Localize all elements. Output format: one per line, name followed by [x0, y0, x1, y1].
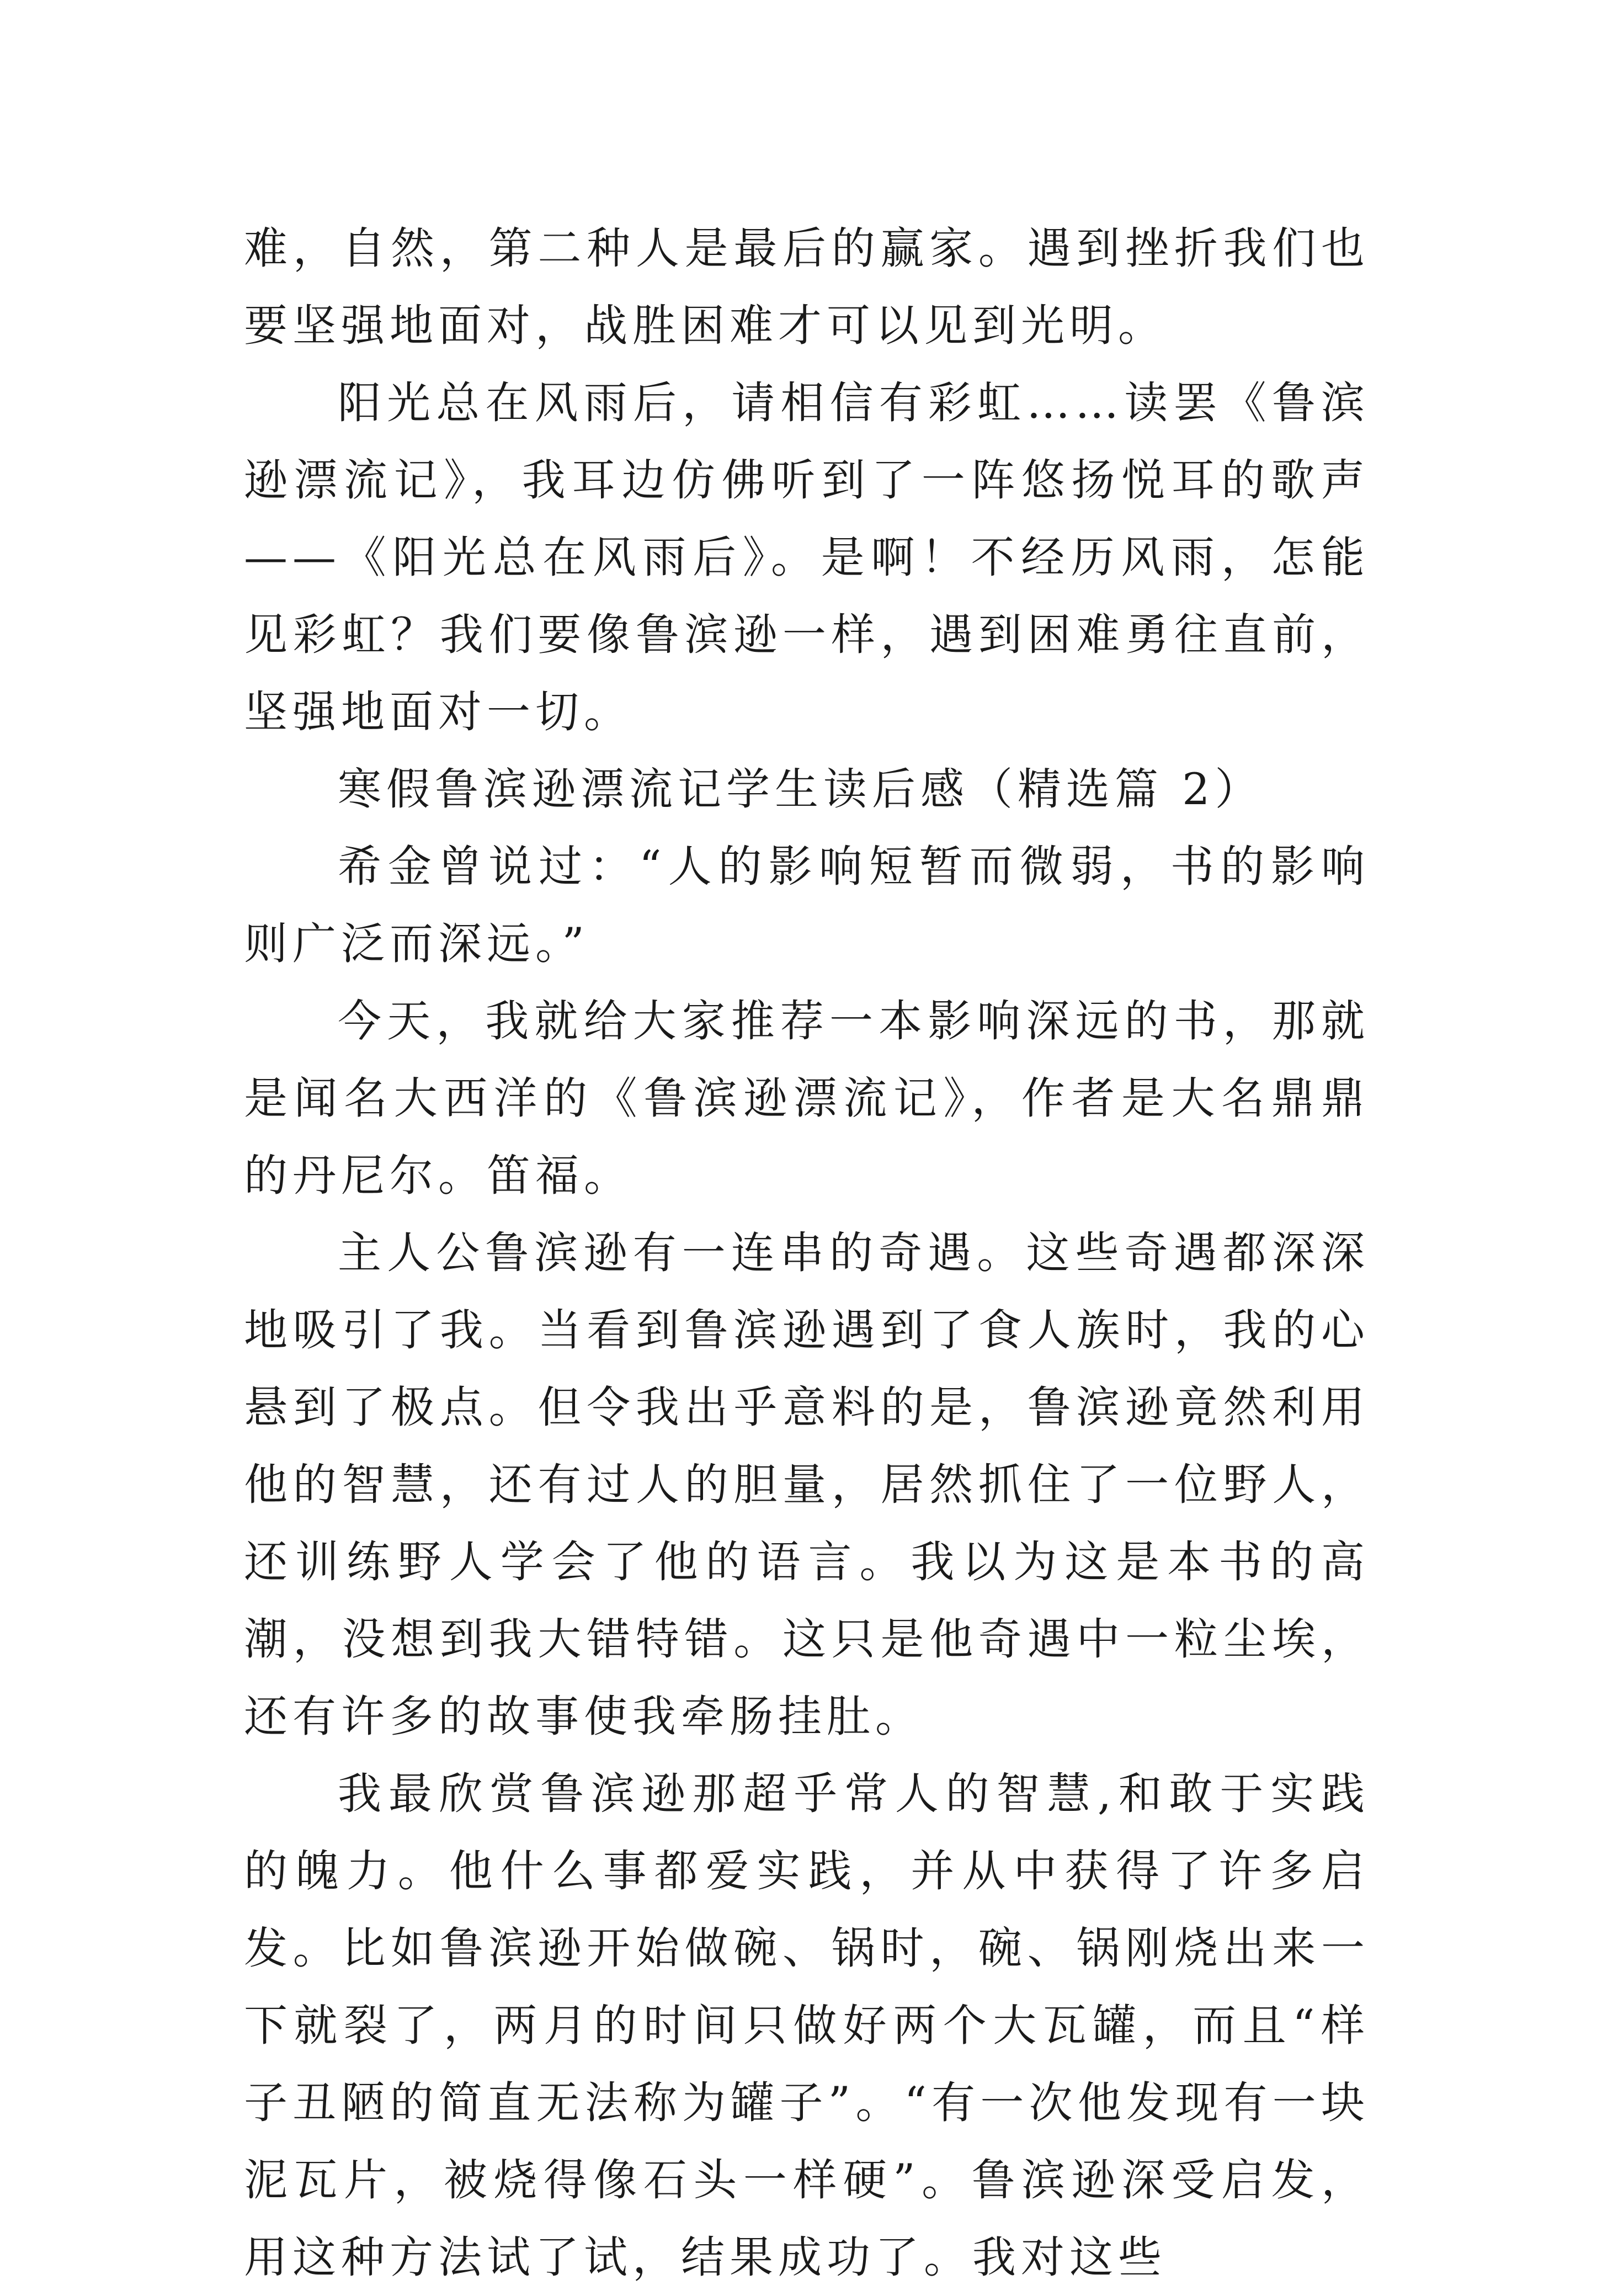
paragraph-3: 希金曾说过：“人的影响短暂而微弱，书的影响则广泛而深远。” — [244, 841, 1370, 969]
section-heading: 寒假鲁滨逊漂流记学生读后感（精选篇 2） — [338, 764, 1264, 815]
paragraph-1: 难，自然，第二种人是最后的赢家。遇到挫折我们也要坚强地面对，战胜困难才可以见到光明。 — [244, 223, 1370, 351]
document-body — [244, 210, 1370, 2296]
paragraph-6: 我最欣赏鲁滨逊那超乎常人的智慧,和敢于实践的魄力。他什么事都爱实践，并从中获得了许多启发。比如鲁滨逊开始做碗、锅时，碗、锅刚烧出来一下就裂了，两月的时间只做好两个大瓦罐，而且“样子丑陋的简直无法称为罐子”。“有一次他发现有一块泥瓦片，被烧得像石头一样硬”。鲁滨逊深受启发，用这种方法试了试，结果成功了。我对这些 — [244, 1768, 1370, 2283]
paragraph-4: 今天，我就给大家推荐一本影响深远的书，那就是闻名大西洋的《鲁滨逊漂流记》，作者是大名鼎鼎的丹尼尔。笛福。 — [244, 996, 1370, 1201]
paragraph-5: 主人公鲁滨逊有一连串的奇遇。这些奇遇都深深地吸引了我。当看到鲁滨逊遇到了食人族时，我的心悬到了极点。但令我出乎意料的是，鲁滨逊竟然利用他的智慧，还有过人的胆量，居然抓住了一位野人，还训练野人学会了他的语言。我以为这是本书的高潮，没想到我大错特错。这只是他奇遇中一粒尘埃，还有许多的故事使我牵肠挂肚。 — [244, 1227, 1370, 1742]
paragraph-2: 阳光总在风雨后，请相信有彩虹……读罢《鲁滨逊漂流记》，我耳边仿佛听到了一阵悠扬悦耳的歌声——《阳光总在风雨后》。是啊！不经历风雨，怎能见彩虹？我们要像鲁滨逊一样，遇到困难勇往直前，坚强地面对一切。 — [244, 378, 1370, 737]
